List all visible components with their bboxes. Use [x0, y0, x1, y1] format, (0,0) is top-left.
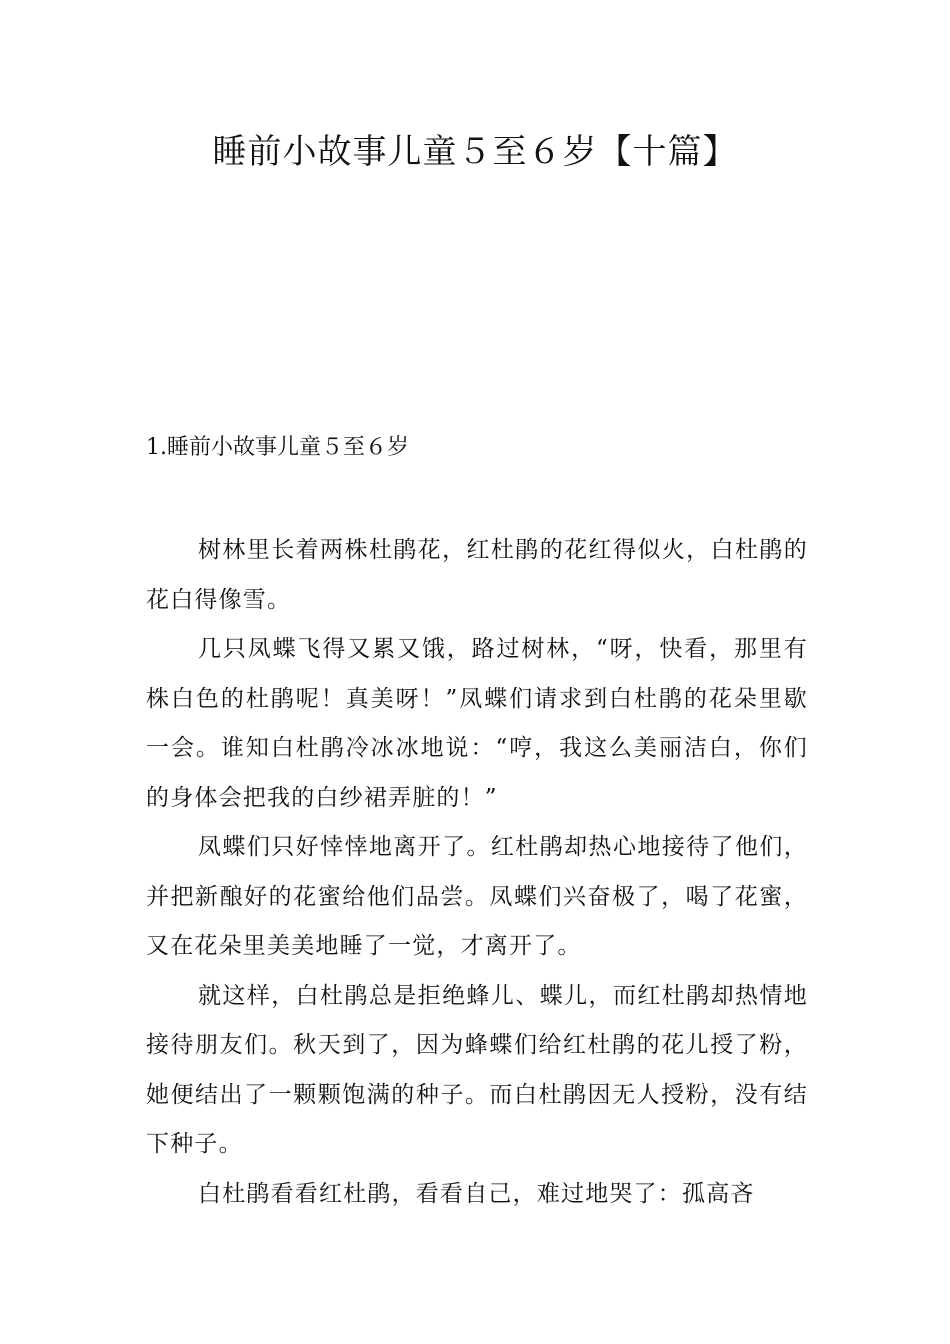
- section-heading: 1.睡前小故事儿童５至６岁: [146, 435, 409, 460]
- story-paragraph: 白杜鹃看看红杜鹃，看看自己，难过地哭了：孤高吝: [198, 1180, 755, 1207]
- story-paragraph: 凤蝶们只好悻悻地离开了。红杜鹃却热心地接待了他们，并把新酿好的花蜜给他们品尝。凤蝶们兴奋极了，喝了花蜜，又在花朵里美美地睡了一觉，才离开了。: [146, 834, 808, 959]
- document-title: 睡前小故事儿童５至６岁【十篇】: [212, 132, 738, 172]
- story-paragraph: 几只凤蝶飞得又累又饿，路过树林，“呀，快看，那里有株白色的杜鹃呢！真美呀！”凤蝶们请求到白杜鹃的花朵里歇一会。谁知白杜鹃冷冰冰地说：“哼，我这么美丽洁白，你们的身体会把我的白纱裙弄脏的！”: [146, 636, 808, 811]
- story-body: [146, 526, 808, 1219]
- story-paragraph: 树林里长着两株杜鹃花，红杜鹃的花红得似火，白杜鹃的花白得像雪。: [146, 537, 808, 613]
- story-paragraph: 就这样，白杜鹃总是拒绝蜂儿、蝶儿，而红杜鹃却热情地接待朋友们。秋天到了，因为蜂蝶们给红杜鹃的花儿授了粉，她便结出了一颗颗饱满的种子。而白杜鹃因无人授粉，没有结下种子。: [146, 982, 808, 1157]
